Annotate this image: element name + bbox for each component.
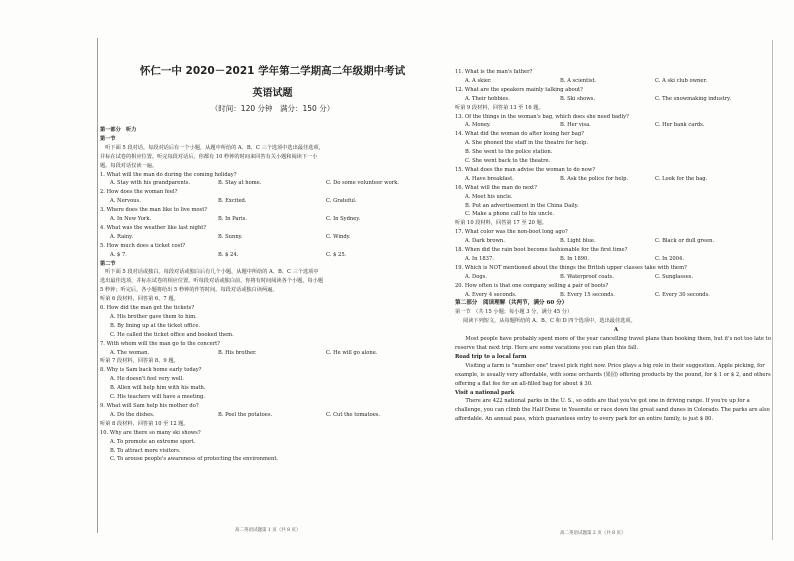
question-text: 16. What will the man do next? [455,184,537,191]
option-c: C. In Sydney. [326,216,361,223]
question-text: 14. What did the woman do after losing her bag? [455,131,584,138]
sec1-instruction: 并标在试卷的相应位置。听完每段对话后，你都有 10 秒钟的时间来回答有关小题和阅读下一小 [100,153,318,160]
question-text: 11. What is the man's father? [455,69,533,75]
option-c: C. The snowmaking industry. [655,95,732,102]
question-text: 3. Where does the man like to live most? [100,207,208,214]
exam-subject: 英语试题 [252,88,293,99]
option-b: B. To attract more visitors. [110,447,181,454]
passage-letter: A [613,327,619,334]
right-column [455,0,777,540]
part2-sec1-heading: 第一节 （共 15 小题；每小题 3 分，满分 45 分） [455,309,573,316]
option-c: C. Windy. [326,233,351,240]
option-c: C. She went back to the theatre. [465,158,551,165]
option-a: A. The woman. [110,349,150,356]
option-b: B. Excited. [218,198,247,205]
option-a: A. Dark brown. [465,238,505,245]
option-c: C. His teachers will have a meeting. [110,394,205,401]
question-text: 8. Why is Sam back home early today? [100,367,202,374]
passage-paragraph: Most people have probably spent more of the year cancelling travel plans than booking them, but it's not too late to reserve that next trip. Here are some vacations you can plan this fall. [455,336,771,351]
option-b: B. Ask the police for help. [560,175,629,182]
question-text: 18. When did the rain boot become fashionable for the first time? [455,247,628,254]
question-text: 20. How often is that one company selling a pair of boots? [455,282,609,289]
option-b: B. By lining up at the ticket office. [110,322,201,329]
option-c: C. A ski club owner. [655,77,707,84]
question-text: 10. Why are there so many ski shows? [100,429,201,436]
option-b: B. Peel the potatoes. [218,411,273,418]
option-b: B. $ 24. [218,251,239,258]
question-text: 17. What color was the non-boot long ago? [455,229,568,236]
option-a: A. Have breakfast. [465,175,514,182]
question-item [100,171,445,189]
question-text: 13. Of the things in the woman's bag, which does she need badly? [455,113,629,120]
question-text: 1. What will the man do during the coming holiday? [100,171,237,178]
part1-heading: 第一部分 听力 [100,127,137,133]
option-c: C. $ 25. [326,251,347,258]
left-column [100,0,445,540]
question-item [100,224,445,242]
question-text: 19. Which is NOT mentioned about the things the British upper classes take with them? [455,264,687,271]
sec2-heading: 第二节 [100,260,116,267]
exam-title: 怀仁一中 2020－2021 学年第二学期高二年级期中考试 [139,65,406,77]
option-a: A. In New York. [110,216,152,223]
passage-paragraph: Visiting a farm is "number one" travel pick right now. Price plays a big role in their suggestion. Apple picking, for example, is usually very affordable, with some orchards (果园) offering products by the pound, for $ 1 or $ 2, and others offering a flat fee for an all-filled bag for about $ 30. [455,362,771,387]
option-b: B. Put an advertisement in the China Daily. [465,202,579,209]
exam-time-score: （时间：120 分钟 满分：150 分） [210,104,335,113]
option-a: A. Do the dishes. [110,411,155,418]
option-b: B. Waterproof coats. [560,273,614,280]
passage-subheading: Road trip to a local farm [455,353,527,360]
sec2-instruction: 选出最佳选项，并标在试卷的相应位置。听每段对话或独白前，你将有时间阅读各个小题，每小题 [100,278,324,285]
question-text: 2. How does the woman feel? [100,189,178,196]
part1-block [100,126,445,464]
option-b: B. Stay at home. [218,180,262,187]
option-c: C. Sunglasses. [655,273,694,280]
question-item [100,206,445,224]
option-b: B. Allen will help him with his math. [110,385,206,392]
option-b: B. A scientist. [560,77,597,84]
part2-heading: 第二部分 阅读理解（共两节，满分 60 分） [455,300,568,307]
option-c: C. He called the ticket office and booked them. [110,331,234,338]
option-a: A. Nervous. [110,198,141,205]
option-a: A. Money. [465,122,491,129]
part2-instruction: 阅读下列短文，从每题所给的 A、B、C 和 D 四个选项中，选出最佳选项。 [463,318,636,325]
option-b: B. Every 15 seconds. [560,291,615,298]
option-a: A. Stay with his grandparents. [110,180,191,187]
option-b: B. Light blue. [560,238,596,245]
material-note: 听第 10 段材料，回答第 17 至 20 题。 [455,220,547,227]
option-b: B. In Paris. [218,216,247,223]
sec1-heading: 第一节 [100,135,116,142]
question-item [100,242,445,260]
passage-paragraph: There are 422 national parks in the U. S., so odds are that you've got one in driving range. If you're up for a challenge, you can climb the Half Dome in Yosemite or race down the great sand dunes in Colorado. The parks are also affordable. An annual pass, which guarantees entry to every park for an entire family, is just $ 80. [455,398,770,423]
question-item [100,188,445,206]
option-a: A. Every 4 seconds. [465,291,517,298]
binding-line [97,38,98,533]
option-b: B. His brother. [218,349,257,356]
option-a: A. $ 7. [110,251,127,258]
passage-subheading: Visit a national park [455,389,515,396]
option-c: C. He will go alone. [326,349,378,356]
option-c: C. Do some volunteer work. [326,180,400,187]
option-a: A. Rainy. [110,233,134,240]
option-c: C. Black or dull green. [655,238,715,245]
question-text: 6. How did the man get the tickets? [100,305,195,312]
sec2-instruction: 5 秒钟；听完后，各小题将给出 5 秒钟的作答时间。每段对话或独白读两遍。 [100,287,278,294]
option-c: C. Grateful. [326,198,357,205]
option-a: A. He doesn't feel very well. [110,376,184,383]
option-c: C. Cut the tomatoes. [326,411,381,418]
sec1-instruction: 题。每段对话仅读一遍。 [100,162,158,169]
option-a: A. To promote an extreme sport. [110,438,196,445]
option-c: C. Her bank cards. [655,122,705,129]
option-c: C. Every 30 seconds. [655,291,710,298]
option-c: C. To arouse people's awareness of protecting the environment. [110,456,279,463]
material-note: 听第 8 段材料，回答第 10 至 12 题。 [100,420,189,427]
question-text: 15. What does the man advise the woman to do now? [455,166,596,173]
material-note: 听第 7 段材料，回答第 8、9 题。 [100,358,179,365]
option-a: A. Meet his uncle. [465,193,513,200]
option-c: C. Look for the bag. [655,175,708,182]
option-c: C. Make a phone call to his uncle. [465,211,555,218]
material-note: 听第 9 段材料，回答第 13 至 16 题。 [455,104,544,111]
option-b: B. Ski shows. [560,95,595,102]
option-b: B. She went to the police station. [465,149,553,156]
option-a: A. In 1837. [465,255,494,262]
page-footer-left: 高二英语试题第 1 页（共 8 页） [235,528,301,533]
option-a: A. She phoned the staff in the theatre for help. [465,140,589,147]
sec1-instruction: 听下面 5 段对话。每段对话后有一个小题，从题中所给的 A、B、C 三个选项中选出最佳选项， [105,144,324,151]
question-text: 12. What are the speakers mainly talking about? [455,86,583,93]
option-a: A. Their hobbies. [465,95,510,102]
material-note: 听第 6 段材料，回答第 6、7 题。 [100,296,179,303]
option-c: C. In 2004. [655,255,684,262]
page-footer-right: 高二英语试题第 2 页（共 8 页） [560,531,626,536]
option-a: A. A skier. [465,77,492,84]
option-b: B. In 1890. [560,255,589,262]
option-b: B. Sunny. [218,233,243,240]
question-text: 4. What was the weather like last night? [100,224,207,231]
right-block [455,68,777,424]
question-text: 5. How much does a ticket cost? [100,242,186,249]
option-a: A. Dogs. [465,273,487,280]
option-a: A. His brother gave them to him. [110,313,197,320]
sec2-instruction: 听下面 5 段对话或独白。每段对话或独白后有几个小题，从题中所给的 A、B、C 三个选项中 [105,269,319,276]
question-text: 9. What will Sam help his mother do? [100,403,199,409]
option-b: B. Her visa. [560,122,591,129]
question-text: 7. With whom will the man go to the concert? [100,340,221,347]
